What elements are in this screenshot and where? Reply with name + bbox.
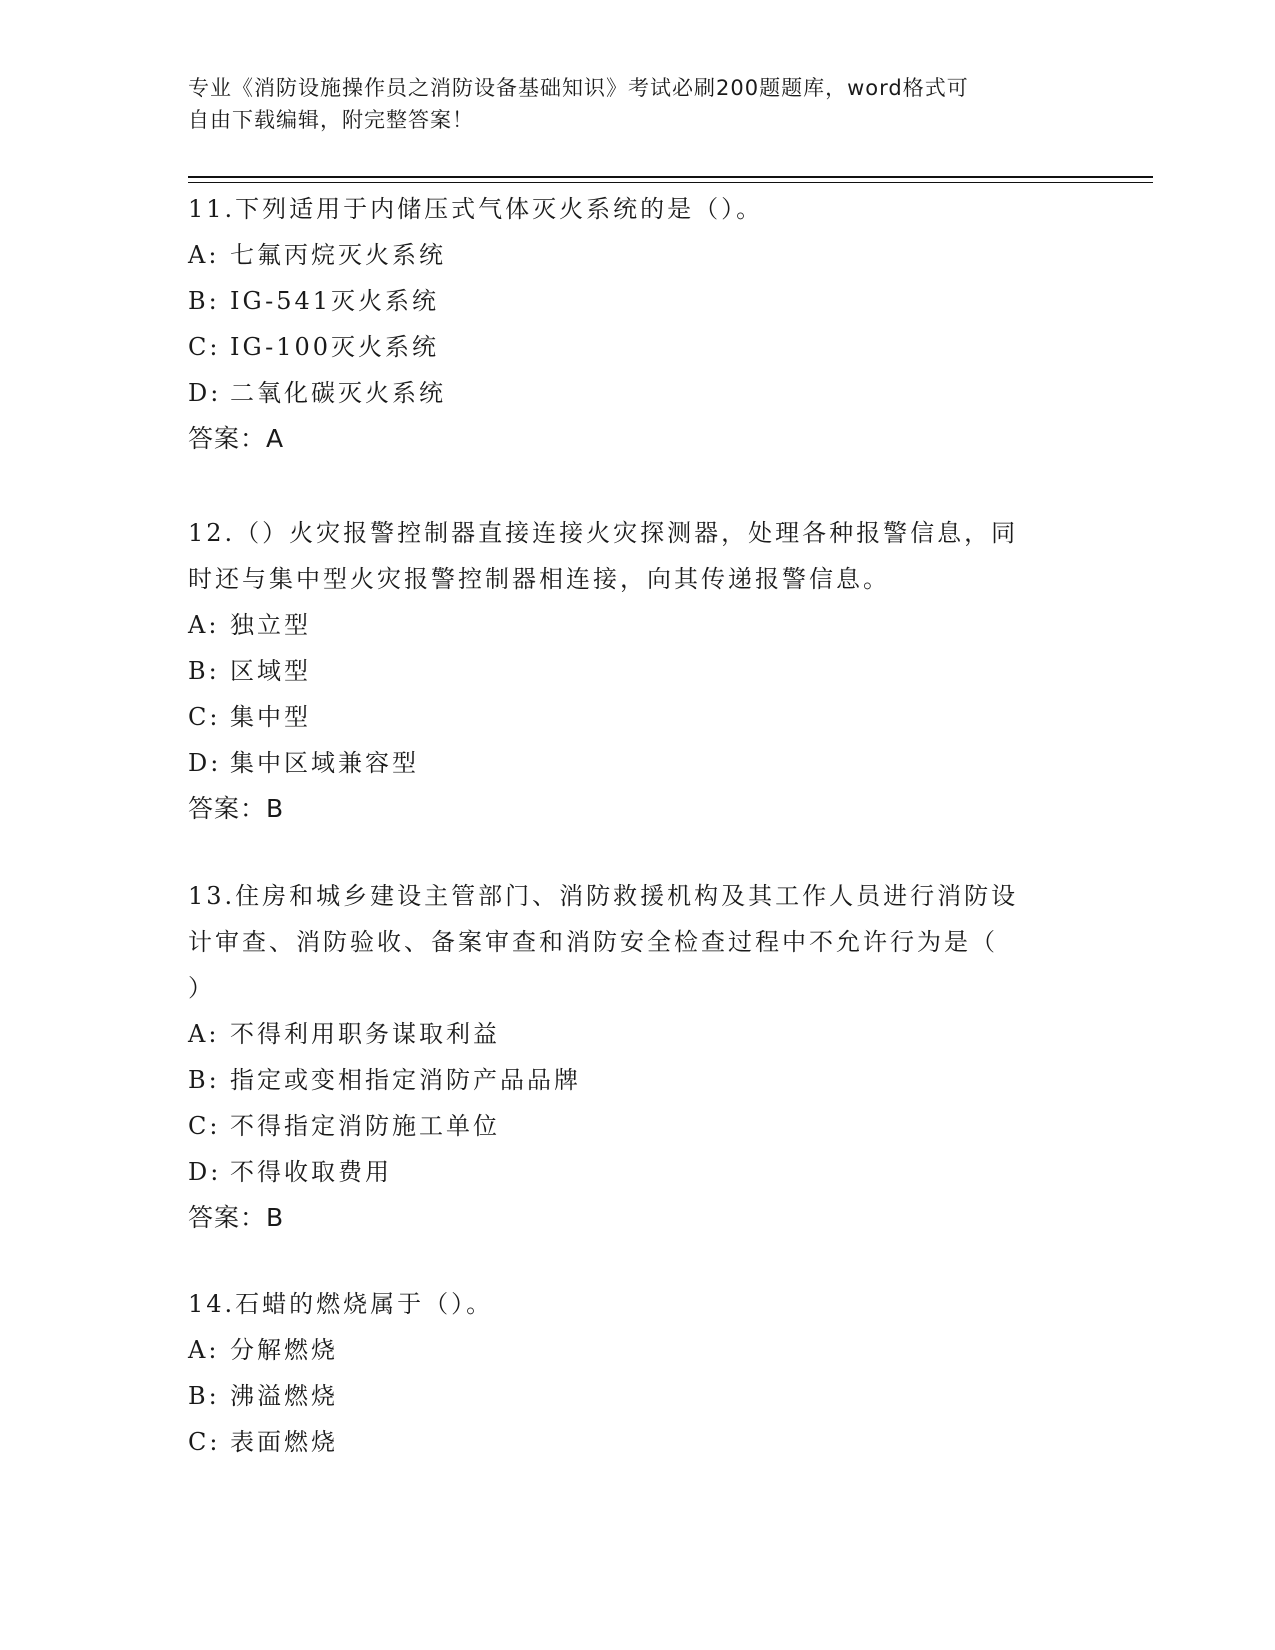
question-12 bbox=[188, 510, 1068, 832]
option-a bbox=[188, 232, 1068, 278]
option-letter: D: bbox=[188, 1158, 222, 1186]
option-a bbox=[188, 602, 1068, 648]
answer-line: 答案：B bbox=[188, 794, 285, 823]
option-text: 不得指定消防施工单位 bbox=[230, 1112, 500, 1140]
option-text: 指定或变相指定消防产品品牌 bbox=[230, 1066, 581, 1094]
option-b bbox=[188, 278, 1068, 324]
option-text: 七氟丙烷灭火系统 bbox=[230, 241, 446, 269]
option-b bbox=[188, 1057, 1068, 1103]
question-11 bbox=[188, 186, 1068, 462]
question-14 bbox=[188, 1281, 1068, 1465]
option-letter: D: bbox=[188, 379, 222, 407]
option-letter: C: bbox=[188, 1112, 221, 1140]
question-stem-line-1: 12.（）火灾报警控制器直接连接火灾探测器，处理各种报警信息，同 bbox=[188, 519, 1019, 547]
header-divider-thick bbox=[188, 176, 1153, 178]
question-stem: 14.石蜡的燃烧属于（）。 bbox=[188, 1290, 494, 1318]
option-letter: C: bbox=[188, 1428, 221, 1456]
option-letter: B: bbox=[188, 657, 220, 685]
option-d bbox=[188, 1149, 1068, 1195]
option-text: 分解燃烧 bbox=[230, 1336, 338, 1364]
header-line-2: 自由下载编辑，附完整答案！ bbox=[188, 108, 474, 132]
option-b bbox=[188, 648, 1068, 694]
option-d bbox=[188, 740, 1068, 786]
option-text: 独立型 bbox=[230, 611, 311, 639]
option-letter: B: bbox=[188, 287, 220, 315]
option-a bbox=[188, 1327, 1068, 1373]
option-c bbox=[188, 694, 1068, 740]
option-text: IG-100灭火系统 bbox=[230, 333, 440, 361]
option-letter: A: bbox=[188, 1336, 220, 1364]
option-letter: C: bbox=[188, 703, 221, 731]
option-text: 集中区域兼容型 bbox=[230, 749, 419, 777]
option-letter: B: bbox=[188, 1066, 220, 1094]
question-13 bbox=[188, 873, 1068, 1241]
answer-line: 答案：B bbox=[188, 1203, 285, 1232]
question-stem-line-2: 时还与集中型火灾报警控制器相连接，向其传递报警信息。 bbox=[188, 565, 890, 593]
option-text: 不得收取费用 bbox=[230, 1158, 392, 1186]
question-stem-line-1: 13.住房和城乡建设主管部门、消防救援机构及其工作人员进行消防设 bbox=[188, 882, 1019, 910]
document-header bbox=[188, 72, 1068, 136]
option-d bbox=[188, 370, 1068, 416]
question-stem-line-2: 计审查、消防验收、备案审查和消防安全检查过程中不允许行为是（ bbox=[188, 928, 998, 956]
header-line-1: 专业《消防设施操作员之消防设备基础知识》考试必刷200题题库，word格式可 bbox=[188, 76, 969, 100]
option-text: 表面燃烧 bbox=[230, 1428, 338, 1456]
option-text: IG-541灭火系统 bbox=[230, 287, 440, 315]
option-text: 区域型 bbox=[230, 657, 311, 685]
option-c bbox=[188, 324, 1068, 370]
option-c bbox=[188, 1103, 1068, 1149]
option-letter: C: bbox=[188, 333, 221, 361]
option-letter: A: bbox=[188, 1020, 220, 1048]
header-divider-thin bbox=[188, 182, 1153, 183]
option-letter: A: bbox=[188, 241, 220, 269]
option-letter: B: bbox=[188, 1382, 220, 1410]
option-b bbox=[188, 1373, 1068, 1419]
question-stem: 11.下列适用于内储压式气体灭火系统的是（）。 bbox=[188, 195, 764, 223]
option-a bbox=[188, 1011, 1068, 1057]
option-letter: D: bbox=[188, 749, 222, 777]
answer-line: 答案：A bbox=[188, 424, 285, 453]
option-text: 集中型 bbox=[230, 703, 311, 731]
option-text: 二氧化碳灭火系统 bbox=[230, 379, 446, 407]
option-text: 沸溢燃烧 bbox=[230, 1382, 338, 1410]
option-letter: A: bbox=[188, 611, 220, 639]
question-stem-line-3: ） bbox=[188, 974, 215, 1002]
option-c bbox=[188, 1419, 1068, 1465]
option-text: 不得利用职务谋取利益 bbox=[230, 1020, 500, 1048]
